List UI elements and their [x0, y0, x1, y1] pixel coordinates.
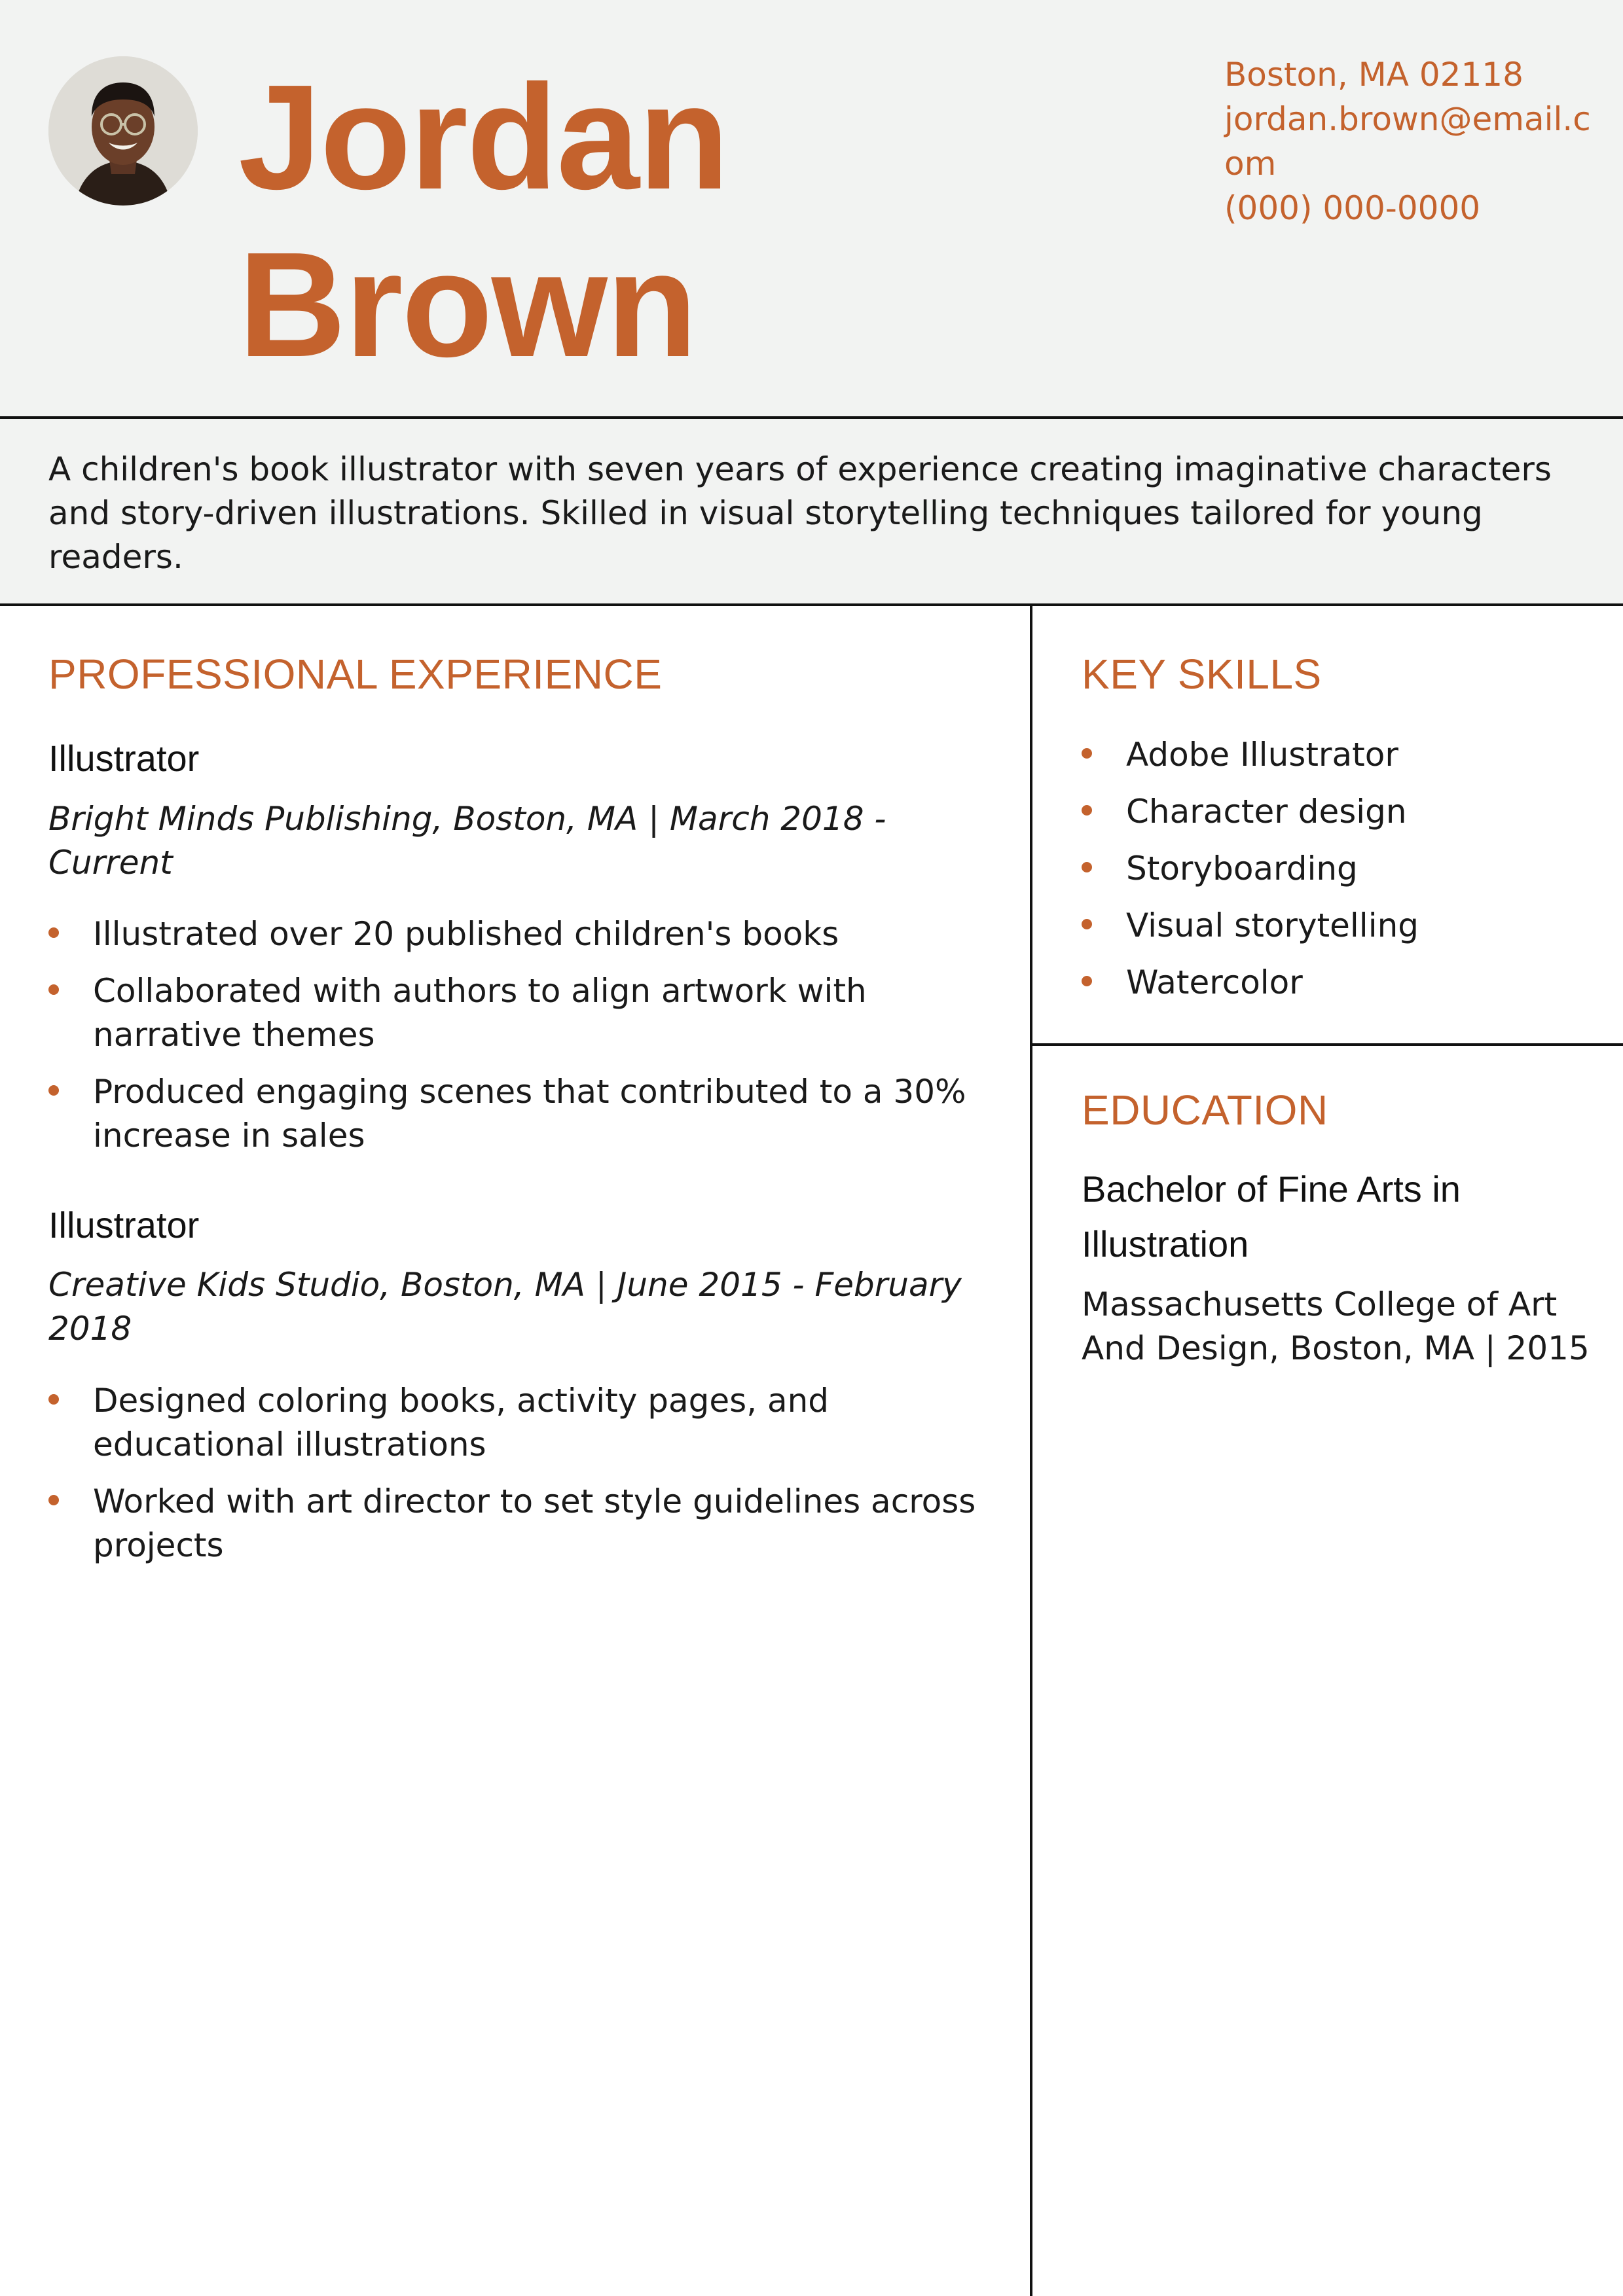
bullet-icon: [48, 927, 59, 938]
contact-phone: (000) 000-0000: [1224, 189, 1481, 227]
resume-header: [0, 0, 1623, 419]
list-item: Worked with art director to set style guidelines across projects: [48, 1480, 1004, 1568]
bullet-icon: [48, 1085, 59, 1096]
job-bullets-2: [48, 1379, 1004, 1581]
list-item: Produced engaging scenes that contributed to a 30% increase in sales: [48, 1070, 1004, 1158]
job-title-2: Illustrator: [48, 1204, 200, 1246]
last-name: Brown: [238, 222, 697, 388]
skills-list: [1082, 733, 1592, 1018]
skills-heading: KEY SKILLS: [1082, 651, 1322, 698]
first-name: Jordan: [238, 54, 729, 221]
bullet-icon: [1082, 862, 1092, 872]
experience-heading: PROFESSIONAL EXPERIENCE: [48, 651, 663, 698]
job-title-1: Illustrator: [48, 738, 200, 779]
contact-location: Boston, MA 02118: [1224, 56, 1523, 94]
column-divider: [1030, 606, 1032, 2296]
profile-photo: [48, 56, 198, 206]
list-item: Watercolor: [1082, 961, 1592, 1005]
list-item: Visual storytelling: [1082, 904, 1592, 948]
profile-photo-illustration: [48, 56, 198, 206]
list-item: Storyboarding: [1082, 847, 1592, 891]
bullet-icon: [48, 984, 59, 995]
bullet-icon: [1082, 919, 1092, 929]
education-school: Massachusetts College of Art And Design, Boston, MA | 2015: [1082, 1285, 1590, 1367]
list-item: Adobe Illustrator: [1082, 733, 1592, 777]
summary-section: [0, 419, 1623, 606]
bullet-icon: [1082, 748, 1092, 759]
sidebar-divider: [1032, 1043, 1623, 1046]
bullet-icon: [1082, 976, 1092, 986]
education-degree: Bachelor of Fine Arts in Illustration: [1082, 1168, 1461, 1265]
list-item: Collaborated with authors to align artwork with narrative themes: [48, 969, 1004, 1057]
list-item: Designed coloring books, activity pages, and educational illustrations: [48, 1379, 1004, 1467]
job-meta-1: Bright Minds Publishing, Boston, MA | March 2018 - Current: [48, 800, 886, 882]
bullet-icon: [1082, 805, 1092, 816]
bullet-icon: [48, 1495, 59, 1505]
bullet-icon: [48, 1394, 59, 1405]
contact-info: [1224, 52, 1591, 230]
job-meta-2: Creative Kids Studio, Boston, MA | June 2015 - February 2018: [48, 1266, 962, 1348]
education-heading: EDUCATION: [1082, 1086, 1328, 1134]
candidate-name: [238, 54, 728, 389]
summary-text: A children's book illustrator with seven years of experience creating imaginative characters and story-driven illustrations. Skilled in visual storytelling techniques tailored for young readers.: [48, 450, 1552, 576]
contact-email[interactable]: jordan.brown@email.com: [1224, 100, 1591, 183]
job-bullets-1: [48, 912, 1004, 1171]
list-item: Character design: [1082, 790, 1592, 834]
list-item: Illustrated over 20 published children's books: [48, 912, 1004, 956]
